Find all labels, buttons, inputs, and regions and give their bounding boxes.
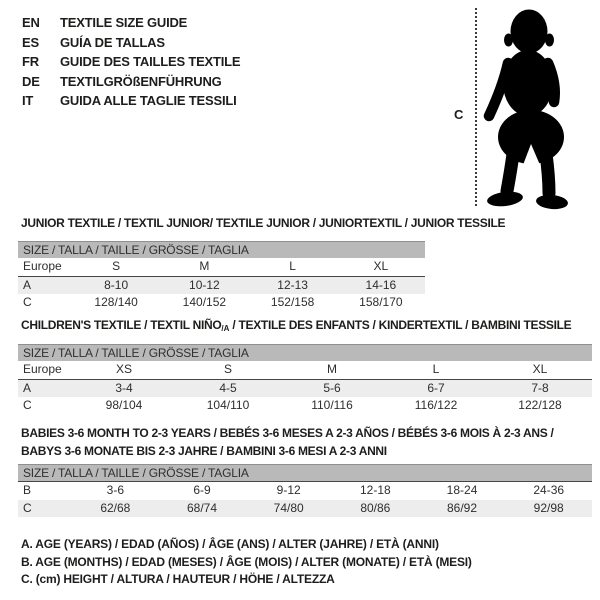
size-cell: 18-24 xyxy=(446,483,478,497)
row-label: B xyxy=(23,483,32,497)
size-cell: 7-8 xyxy=(531,380,549,395)
children-title-post: / TEXTILE DES ENFANTS / KINDERTEXTIL / BAMBINI TESSILE xyxy=(229,318,572,332)
children-table-title xyxy=(21,318,571,336)
row-label: A xyxy=(23,277,32,292)
language-row-fr xyxy=(22,52,240,72)
row-label: C xyxy=(23,295,32,309)
size-cell: M xyxy=(327,362,337,376)
table-row xyxy=(18,397,592,415)
language-code: EN xyxy=(22,15,40,30)
language-code: IT xyxy=(22,93,34,108)
language-row-de xyxy=(22,72,240,92)
size-cell: 158/170 xyxy=(359,295,403,309)
language-row-es xyxy=(22,33,240,53)
table-row xyxy=(18,361,592,380)
row-label: Europe xyxy=(23,259,62,273)
toddler-silhouette-icon xyxy=(480,5,590,215)
babies-title-line1: BABIES 3-6 MONTH TO 2-3 YEARS / BEBÉS 3-6 MESES A 2-3 AÑOS / BÉBÉS 3-6 MOIS À 2-3 ANS / xyxy=(21,426,554,440)
size-cell: 3-6 xyxy=(106,483,124,497)
language-list xyxy=(22,13,240,111)
size-cell: 104/110 xyxy=(206,398,250,412)
table-row xyxy=(18,482,592,500)
size-header-bar: SIZE / TALLA / TAILLE / GRÖSSE / TAGLIA xyxy=(18,241,425,258)
size-cell: 110/116 xyxy=(311,398,353,412)
table-rows xyxy=(18,258,425,312)
table-row xyxy=(18,500,592,518)
size-cell: 74/80 xyxy=(273,500,304,515)
size-cell: 68/74 xyxy=(186,500,218,515)
size-cell: 6-9 xyxy=(193,483,211,497)
babies-size-table xyxy=(18,464,592,517)
size-cell: S xyxy=(112,259,121,273)
language-code: ES xyxy=(22,34,39,50)
size-cell: 10-12 xyxy=(189,277,220,292)
size-cell: 3-4 xyxy=(115,380,133,395)
table-row xyxy=(18,380,592,398)
language-text: TEXTILE SIZE GUIDE xyxy=(60,15,188,30)
language-code: FR xyxy=(22,54,39,69)
row-label: C xyxy=(23,398,32,412)
size-cell: L xyxy=(289,259,296,273)
size-cell: 98/104 xyxy=(105,398,143,412)
junior-table-title: JUNIOR TEXTILE / TEXTIL JUNIOR/ TEXTILE JUNIOR / JUNIORTEXTIL / JUNIOR TESSILE xyxy=(21,216,506,230)
size-cell: 140/152 xyxy=(182,295,227,309)
size-cell: 62/68 xyxy=(100,500,131,515)
size-cell: S xyxy=(223,362,232,376)
size-header-bar: SIZE / TALLA / TAILLE / GRÖSSE / TAGLIA xyxy=(18,344,592,361)
row-label: C xyxy=(23,500,32,515)
legend-line-b: B. AGE (MONTHS) / EDAD (MESES) / ÂGE (MOIS) / ALTER (MONATE) / ETÀ (MESI) xyxy=(21,554,472,569)
babies-title-line2: BABYS 3-6 MONATE BIS 2-3 JAHRE / BAMBINI 3-6 MESI A 2-3 ANNI xyxy=(21,443,387,458)
junior-size-table xyxy=(18,241,425,312)
size-cell: 5-6 xyxy=(323,380,341,395)
children-size-table xyxy=(18,344,592,415)
language-text: GUIDE DES TAILLES TEXTILE xyxy=(60,54,241,69)
table-rows xyxy=(18,361,592,415)
children-title-sub: /A xyxy=(221,324,230,333)
height-measure-label: C xyxy=(454,107,464,122)
size-cell: 4-5 xyxy=(219,380,237,395)
size-cell: 24-36 xyxy=(533,483,565,497)
size-cell: 12-18 xyxy=(360,483,391,497)
size-header-bar: SIZE / TALLA / TAILLE / GRÖSSE / TAGLIA xyxy=(18,464,592,482)
children-title-pre: CHILDREN'S TEXTILE / TEXTIL NIÑO xyxy=(21,318,222,332)
size-cell: 152/158 xyxy=(270,295,315,309)
size-cell: 92/98 xyxy=(533,500,564,515)
table-row xyxy=(18,294,425,312)
row-label: A xyxy=(23,380,32,395)
size-cell: XS xyxy=(115,362,132,376)
size-cell: M xyxy=(199,259,210,273)
size-cell: 128/140 xyxy=(94,295,138,309)
size-cell: L xyxy=(432,362,440,376)
size-cell: 116/122 xyxy=(414,398,458,412)
language-text: GUIDA ALLE TAGLIE TESSILI xyxy=(60,93,237,108)
measure-legend xyxy=(21,536,472,589)
size-cell: 86/92 xyxy=(447,500,478,515)
babies-table-title xyxy=(21,425,553,460)
size-cell: XL xyxy=(532,362,548,376)
size-cell: 80/86 xyxy=(360,500,391,515)
language-row-it xyxy=(22,91,240,111)
size-cell: 14-16 xyxy=(365,277,397,292)
language-text: GUÍA DE TALLAS xyxy=(60,34,165,50)
size-cell: 6-7 xyxy=(427,380,445,395)
language-text: TEXTILGRÖßENFÜHRUNG xyxy=(60,73,222,89)
legend-line-c: C. (cm) HEIGHT / ALTURA / HAUTEUR / HÖHE / ALTEZZA xyxy=(21,572,335,586)
size-cell: 8-10 xyxy=(104,277,129,292)
table-row xyxy=(18,258,425,277)
size-cell: XL xyxy=(373,259,389,273)
size-cell: 12-13 xyxy=(277,277,308,292)
height-dotted-line xyxy=(475,8,477,206)
table-rows xyxy=(18,482,592,517)
size-cell: 9-12 xyxy=(276,483,301,497)
size-cell: 122/128 xyxy=(518,398,562,412)
legend-line-a: A. AGE (YEARS) / EDAD (AÑOS) / ÂGE (ANS) / ALTER (JAHRE) / ETÀ (ANNI) xyxy=(21,537,439,551)
language-code: DE xyxy=(22,73,40,89)
table-row xyxy=(18,277,425,295)
row-label: Europe xyxy=(23,362,62,376)
language-row-en xyxy=(22,13,240,33)
